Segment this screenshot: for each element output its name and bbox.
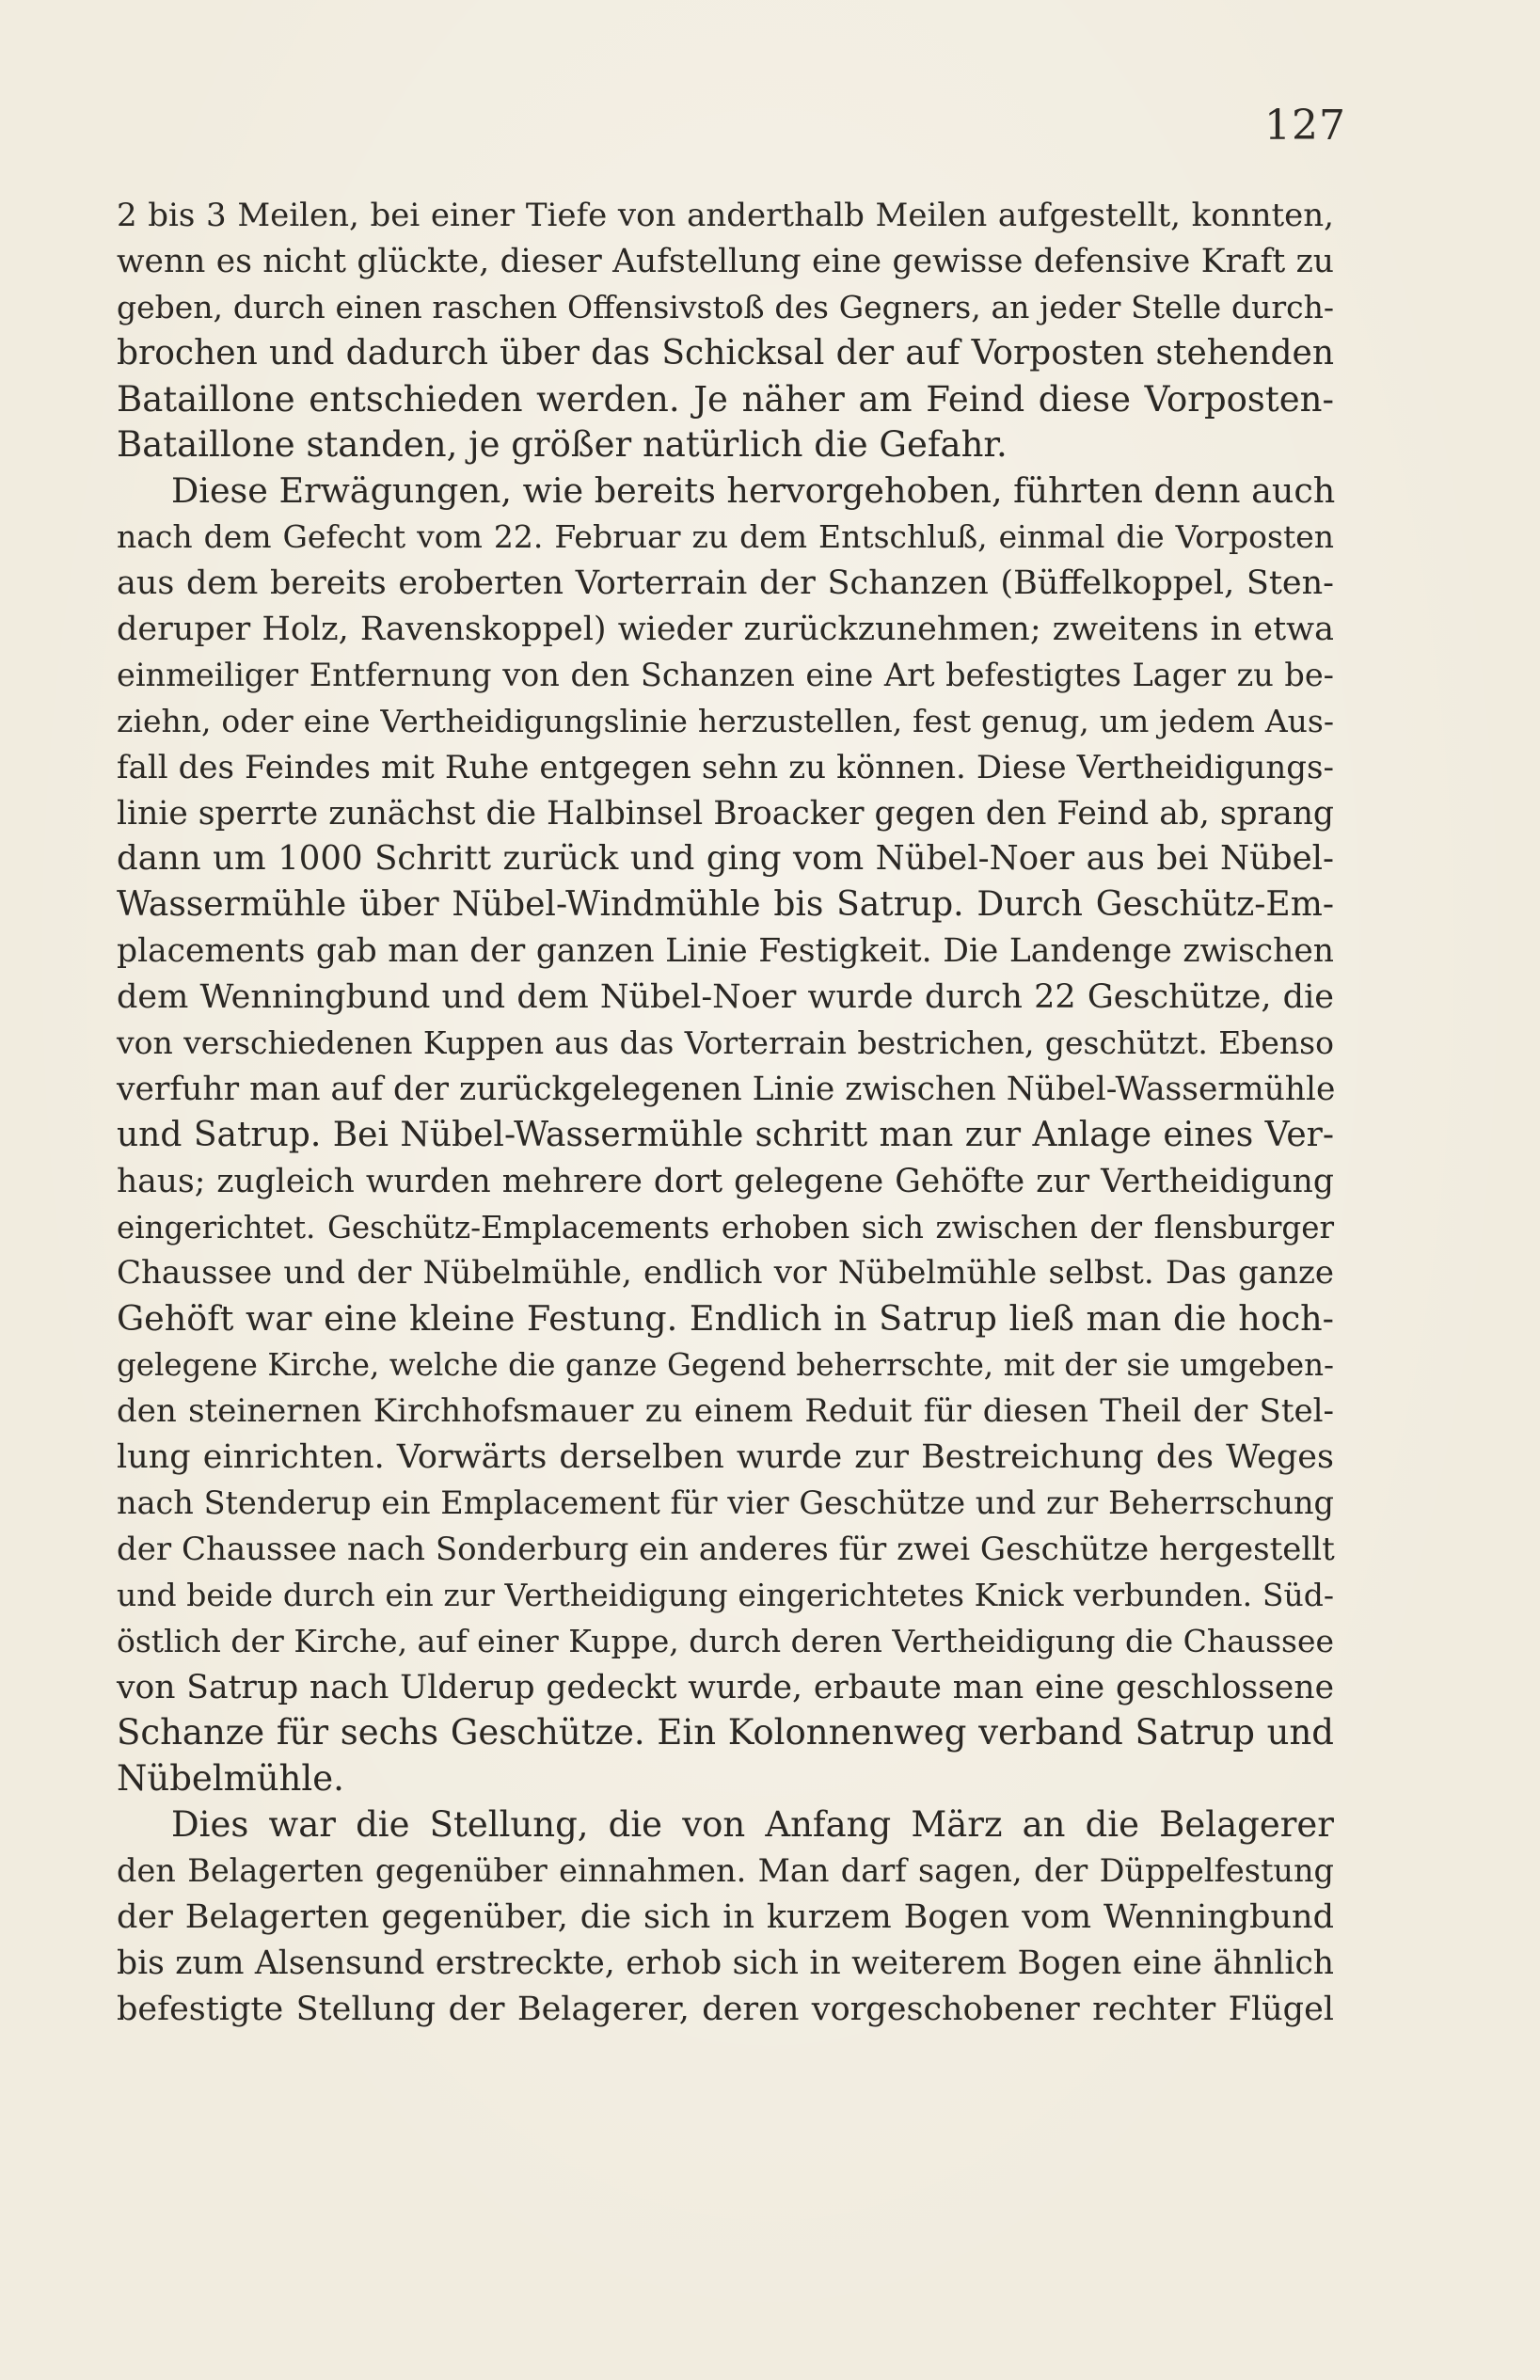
- page-number: 127: [1264, 102, 1346, 150]
- text-line: Bataillone standen, je größer natürlich die Gefahr.: [117, 424, 1008, 466]
- text-line: ziehn, oder eine Vertheidigungslinie herzustellen, fest genug, um jedem Aus-: [117, 702, 1334, 739]
- text-line: nach dem Gefecht vom 22. Februar zu dem Entschluß, einmal die Vorposten: [117, 518, 1334, 556]
- text-line: von verschiedenen Kuppen aus das Vorterrain bestrichen, geschützt. Ebenso: [117, 1024, 1334, 1062]
- text-line: und Satrup. Bei Nübel-Wassermühle schritt man zur Anlage eines Ver-: [117, 1115, 1334, 1154]
- text-line: wenn es nicht glückte, dieser Aufstellung eine gewisse defensive Kraft zu: [117, 242, 1334, 280]
- text-line: Dies war die Stellung, die von Anfang März an die Belagerer: [171, 1804, 1334, 1846]
- text-line: Nübelmühle.: [117, 1758, 344, 1800]
- text-line: östlich der Kirche, auf einer Kuppe, durch deren Vertheidigung die Chaussee: [117, 1622, 1335, 1659]
- text-line: dann um 1000 Schritt zurück und ging vom Nübel-Noer aus bei Nübel-: [117, 839, 1334, 879]
- text-line: lung einrichten. Vorwärts derselben wurde zur Bestreichung des Weges: [117, 1438, 1334, 1477]
- text-line: deruper Holz, Ravenskoppel) wieder zurückzunehmen; zweitens in etwa: [117, 611, 1334, 649]
- text-line: von Satrup nach Ulderup gedeckt wurde, erbaute man eine geschlossene: [117, 1668, 1334, 1706]
- text-line: fall des Feindes mit Ruhe entgegen sehn zu können. Diese Vertheidigungs-: [117, 748, 1334, 786]
- text-line: verfuhr man auf der zurückgelegenen Linie zwischen Nübel-Wassermühle: [117, 1070, 1336, 1108]
- body-text: [117, 193, 1334, 2033]
- text-line: linie sperrte zunächst die Halbinsel Broacker gegen den Feind ab, sprang: [117, 794, 1334, 833]
- text-line: nach Stenderup ein Emplacement für vier Geschütze und zur Beherrschung: [117, 1484, 1334, 1521]
- text-line: haus; zugleich wurden mehrere dort gelegene Gehöfte zur Vertheidigung: [117, 1162, 1334, 1200]
- text-line: den Belagerten gegenüber einnahmen. Man darf sagen, der Düppelfestung: [117, 1852, 1334, 1890]
- text-line: placements gab man der ganzen Linie Festigkeit. Die Landenge zwischen: [117, 932, 1334, 971]
- text-line: Chaussee und der Nübelmühle, endlich vor Nübelmühle selbst. Das ganze: [117, 1254, 1334, 1293]
- text-line: und beide durch ein zur Vertheidigung eingerichtetes Knick verbunden. Süd-: [117, 1576, 1334, 1613]
- text-line: Wassermühle über Nübel-Windmühle bis Satrup. Durch Geschütz-Em-: [117, 885, 1334, 925]
- text-line: einmeiliger Entfernung von den Schanzen eine Art befestigtes Lager zu be-: [117, 656, 1334, 693]
- text-line: Bataillone entschieden werden. Je näher am Feind diese Vorposten-: [117, 378, 1334, 420]
- text-line: Schanze für sechs Geschütze. Ein Kolonnenweg verband Satrup und: [117, 1712, 1334, 1753]
- text-line: brochen und dadurch über das Schicksal der auf Vorposten stehenden: [117, 333, 1334, 373]
- text-line: dem Wenningbund und dem Nübel-Noer wurde durch 22 Geschütze, die: [117, 978, 1334, 1017]
- text-line: aus dem bereits eroberten Vorterrain der Schanzen (Büffelkoppel, Sten-: [117, 564, 1334, 603]
- text-line: Diese Erwägungen, wie bereits hervorgehoben, führten denn auch: [171, 470, 1336, 512]
- text-line: der Belagerten gegenüber, die sich in kurzem Bogen vom Wenningbund: [117, 1897, 1334, 1936]
- text-line: den steinernen Kirchhofsmauer zu einem Reduit für diesen Theil der Stel-: [117, 1392, 1334, 1431]
- text-line: der Chaussee nach Sonderburg ein anderes für zwei Geschütze hergestellt: [117, 1530, 1335, 1568]
- text-line: gelegene Kirche, welche die ganze Gegend beherrschte, mit der sie umgeben-: [117, 1347, 1334, 1384]
- text-line: befestigte Stellung der Belagerer, deren vorgeschobener rechter Flügel: [117, 1990, 1334, 2028]
- text-line: eingerichtet. Geschütz-Emplacements erhoben sich zwischen der flensburger: [117, 1209, 1334, 1246]
- text-line: bis zum Alsensund erstreckte, erhob sich in weiterem Bogen eine ähnlich: [117, 1944, 1334, 1982]
- text-line: 2 bis 3 Meilen, bei einer Tiefe von anderthalb Meilen aufgestellt, konnten,: [117, 197, 1334, 234]
- text-line: Gehöft war eine kleine Festung. Endlich in Satrup ließ man die hoch-: [117, 1298, 1334, 1340]
- text-line: geben, durch einen raschen Offensivstoß des Gegners, an jeder Stelle durch-: [117, 288, 1334, 325]
